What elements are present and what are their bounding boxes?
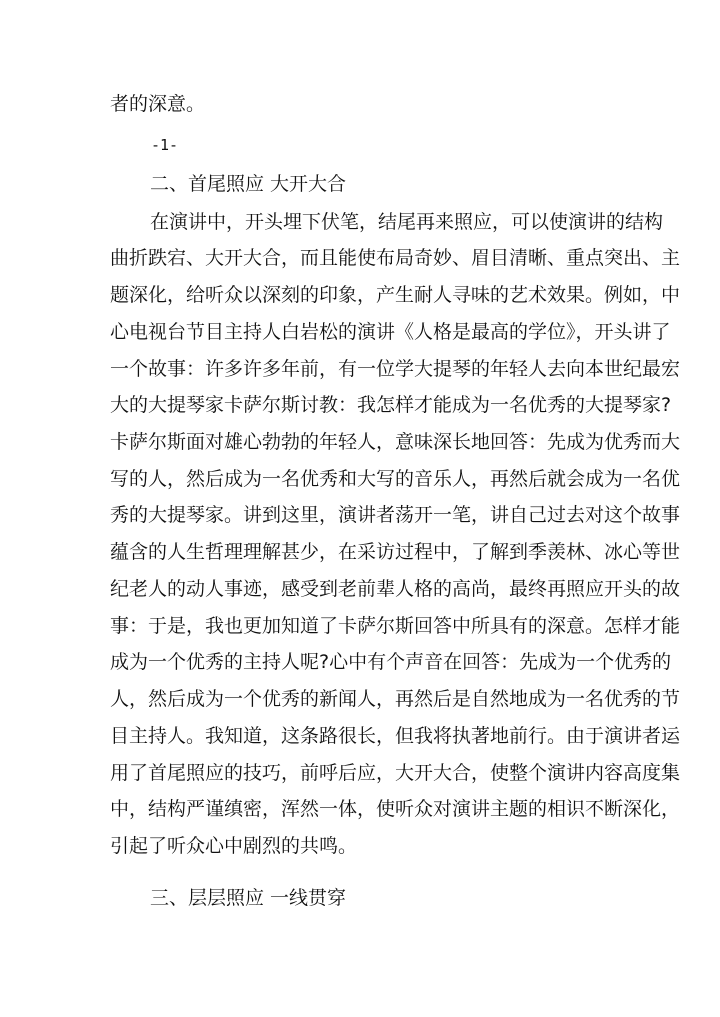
paragraph-line: 写的人，然后成为一名优秀和大写的音乐人，再然后就会成为一名优 (110, 468, 681, 490)
paragraph-line: 事：于是，我也更加知道了卡萨尔斯回答中所具有的深意。怎样才能 (110, 615, 681, 637)
paragraph-line: 目主持人。我知道，这条路很长，但我将执著地前行。由于演讲者运 (110, 725, 681, 747)
paragraph-line: 人，然后成为一个优秀的新闻人，再然后是自然地成为一名优秀的节 (110, 688, 681, 710)
section-heading-2: 二、首尾照应 大开大合 (150, 173, 347, 195)
page-number: -1- (151, 136, 179, 154)
intro-tail-text: 者的深意。 (110, 93, 206, 115)
paragraph-line: 心电视台节目主持人白岩松的演讲《人格是最高的学位》，开头讲了 (110, 321, 671, 343)
paragraph-line: 大的大提琴家卡萨尔斯讨教：我怎样才能成为一名优秀的大提琴家? (110, 394, 672, 416)
paragraph-line: 纪老人的动人事迹，感受到老前辈人格的高尚，最终再照应开头的故 (110, 578, 681, 600)
paragraph-line: 题深化，给听众以深刻的印象，产生耐人寻味的艺术效果。例如，中 (110, 284, 681, 306)
paragraph-line: 卡萨尔斯面对雄心勃勃的年轻人，意味深长地回答：先成为优秀而大 (110, 431, 681, 453)
paragraph-line: 在演讲中，开头埋下伏笔，结尾再来照应，可以使演讲的结构 (150, 211, 664, 233)
paragraph-line: 秀的大提琴家。讲到这里，演讲者荡开一笔，讲自己过去对这个故事 (110, 504, 681, 526)
paragraph-line: 引起了听众心中剧烈的共鸣。 (110, 835, 358, 857)
paragraph-line: 用了首尾照应的技巧，前呼后应，大开大合，使整个演讲内容高度集 (110, 762, 681, 784)
paragraph-line: 蕴含的人生哲理理解甚少，在采访过程中，了解到季羡林、冰心等世 (110, 541, 681, 563)
paragraph-line: 成为一个优秀的主持人呢?心中有个声音在回答：先成为一个优秀的 (110, 651, 672, 673)
paragraph-line: 曲折跌宕、大开大合，而且能使布局奇妙、眉目清晰、重点突出、主 (110, 247, 681, 269)
section-heading-3: 三、层层照应 一线贯穿 (150, 887, 347, 909)
paragraph-line: 一个故事：许多许多年前，有一位学大提琴的年轻人去向本世纪最宏 (110, 358, 681, 380)
paragraph-line: 中，结构严谨缜密，浑然一体，使听众对演讲主题的相识不断深化， (110, 798, 681, 820)
